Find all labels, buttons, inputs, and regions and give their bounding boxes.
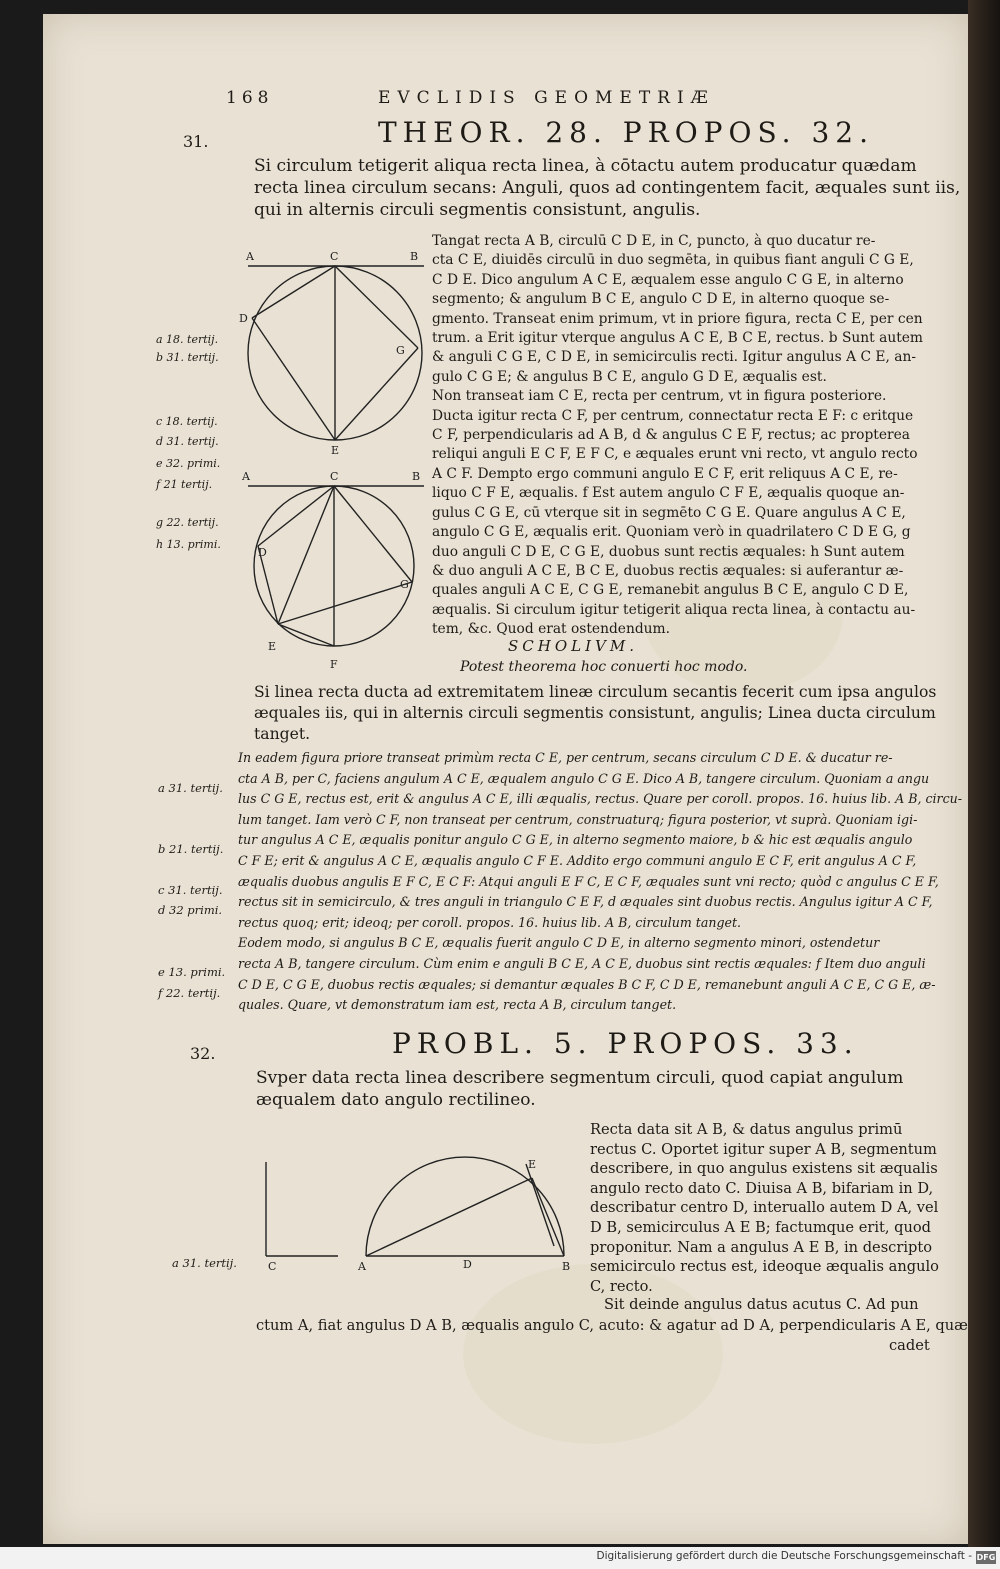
footer-text: Digitalisierung gefördert durch die Deutsche Forschungsgemeinschaft - [596, 1550, 972, 1562]
margin-note: d 32 primi. [158, 903, 223, 917]
statement-line: recta linea circulum secans: Anguli, quos ad contingentem facit, æquales sunt iis, [254, 178, 961, 198]
margin-note: a 31. tertij. [172, 1256, 237, 1270]
book-binding-edge [968, 0, 1000, 1569]
converse-line: tanget. [254, 725, 311, 743]
proof-line: angulo C G E, æqualis erit. Quoniam verò in quadrilatero C D E G, g [432, 524, 911, 541]
problem-proof-line: Recta data sit A B, & datus angulus primū [590, 1121, 903, 1138]
converse-line: Si linea recta ducta ad extremitatem lineæ circulum secantis fecerit cum ipsa angulos [254, 683, 937, 701]
margin-note: b 21. tertij. [158, 842, 224, 856]
problem-proof [590, 1120, 939, 1296]
converse-proof-line: cta A B, per C, faciens angulum A C E, æqualem angulo C G E. Dico A B, tangere circulum. Quoniam a angu [238, 770, 930, 786]
proof-line: Ducta igitur recta C F, per centrum, connectatur recta E F: c eritque [432, 407, 914, 424]
problem-proof-line: proponitur. Nam a angulus A E B, in descripto [590, 1238, 932, 1256]
problem-statement-line: æqualem dato angulo rectilineo. [256, 1090, 536, 1110]
proof-line: gulo C G E; & angulus B C E, angulo G D E, æqualis est. [432, 368, 827, 385]
converse-proof [238, 748, 962, 1016]
figure-tangent-not-through-center [238, 464, 433, 672]
margin-note: b 31. tertij. [156, 351, 219, 364]
chord-eb [532, 1178, 564, 1256]
margin-note: c 18. tertij. [156, 415, 218, 428]
statement-line: qui in alternis circuli segmentis consistunt, angulis. [254, 200, 701, 220]
fig-label: A [242, 470, 250, 483]
proof-line: C F, perpendicularis ad A B, d & angulus C E F, rectus; ac propterea [432, 427, 910, 444]
problem-proof-line: angulo recto dato C. Diuisa A B, bifariam in D, [590, 1179, 934, 1197]
catchword: cadet [889, 1337, 930, 1354]
chord-ge [335, 348, 418, 440]
theorem-proof [432, 232, 923, 640]
margin-note: a 18. tertij. [156, 333, 219, 346]
chord-cg [335, 266, 418, 348]
problem-line: Sit deinde angulus datus acutus C. Ad pun [604, 1296, 919, 1313]
chord-de [252, 318, 335, 440]
fig-label: E [528, 1158, 537, 1171]
semicircle-aeb [366, 1157, 564, 1256]
proof-line: duo anguli C D E, C G E, duobus sunt rectis æquales: h Sunt autem [432, 543, 905, 560]
proof-line: & duo anguli A C E, B C E, duobus rectis æquales: si auferantur æ- [432, 562, 904, 579]
problem-proof-line: describere, in quo angulus existens sit æqualis [590, 1160, 938, 1178]
scholium-heading: SCHOLIVM. [508, 637, 638, 655]
fig-label: A [246, 250, 254, 263]
fig-label: F [330, 658, 338, 671]
converse-proof-line: C F E; erit & angulus A C E, æqualis angulo C F E. Addito ergo communi angulo E C F, erit angulus A C F, [238, 852, 917, 868]
converse-proof-line: recta A B, tangere circulum. Cùm enim e anguli B C E, A C E, duobus sint rectis æquales: f Item duo anguli [238, 955, 926, 971]
converse-line: æquales iis, qui in alternis circuli segmentis consistunt, angulis; Linea ducta circulum [254, 704, 936, 722]
page-number: 168 [226, 88, 274, 108]
proof-line: gulus C G E, cū vterque sit in segmēto C G E. Quare angulus A C E, [432, 504, 906, 521]
margin-note: e 32. primi. [156, 457, 221, 470]
chord-cg [334, 486, 412, 582]
proof-line: C D E. Dico angulum A C E, æqualem esse angulo C G E, in alterno [432, 271, 904, 288]
problem-proof-line: describatur centro D, interuallo autem D A, vel [590, 1199, 939, 1217]
fig-label: D [258, 546, 267, 559]
converse-statement [254, 682, 936, 745]
theorem-heading: THEOR. 28. PROPOS. 32. [378, 116, 874, 149]
chord-ef [278, 624, 334, 646]
fig-label: E [268, 640, 277, 653]
figure-tangent-through-center [238, 246, 433, 461]
margin-note: f 22. tertij. [158, 986, 221, 1000]
problem-proof-line: D B, semicirculus A E B; factumque erit, quod [590, 1218, 931, 1236]
problem-heading: PROBL. 5. PROPOS. 33. [392, 1027, 859, 1060]
proof-line: reliqui anguli E C F, E F C, e æquales erunt vni recto, vt angulo recto [432, 446, 918, 463]
problem-line: ctum A, fiat angulus D A B, æqualis angulo C, acuto: & agatur ad D A, perpendicularis A E, quæ [256, 1317, 968, 1334]
problem-statement-line: Svper data recta linea describere segmentum circuli, quod capiat angulum [256, 1068, 904, 1088]
problem-proof-line: semicirculo rectus est, ideoque æqualis angulo [590, 1258, 939, 1276]
proof-line: quales anguli A C E, C G E, remanebit angulus B C E, angulo C D E, [432, 582, 909, 599]
margin-note: h 13. primi. [156, 538, 221, 551]
fig-label: C [330, 250, 339, 263]
converse-proof-line: tur angulus A C E, æqualis ponitur angulo C G E, in alterno segmento maiore, b & hic est æqualis angulo [238, 832, 913, 848]
theorem-statement [254, 155, 960, 221]
statement-line: Si circulum tetigerit aliqua recta linea, à cōtactu autem producatur quædam [254, 156, 917, 176]
proof-line: Non transeat iam C E, recta per centrum, vt in figura posteriore. [432, 388, 887, 405]
converse-proof-line: quales. Quare, vt demonstratum iam est, recta A B, circulum tanget. [238, 997, 677, 1013]
margin-note: e 13. primi. [158, 965, 226, 979]
figure-semicircle-segment [258, 1148, 588, 1274]
problem-proof-line: rectus C. Oportet igitur super A B, segmentum [590, 1140, 937, 1158]
converse-proof-line: lum tanget. Iam verò C F, non transeat per centrum, construaturq; figura posterior, vt suprà. Quoniam igi- [238, 811, 918, 827]
margin-note: g 22. tertij. [156, 516, 219, 529]
converse-proof-line: rectus sit in semicirculo, & tres anguli in triangulo C E F, d æquales sint duobus rectis. Angulus igitur A C F, [238, 894, 933, 910]
converse-proof-line: Eodem modo, si angulus B C E, æqualis fuerit angulo C D E, in alterno segmento minori, ostendetur [238, 935, 880, 951]
footer-bar [0, 1547, 1000, 1569]
proof-line: tem, &c. Quod erat ostendendum. [432, 621, 671, 638]
margin-note: d 31. tertij. [156, 435, 219, 448]
proof-line: segmento; & angulum B C E, angulo C D E, in alterno quoque se- [432, 291, 890, 308]
proof-line: Tangat recta A B, circulū C D E, in C, puncto, à quo ducatur re- [432, 233, 876, 249]
fig-label: G [396, 344, 405, 357]
problem-margin-number: 32. [190, 1044, 216, 1063]
chord-ce [278, 486, 334, 624]
fig-label: C [330, 470, 339, 483]
fig-label: C [268, 1260, 277, 1273]
chord-cd [252, 266, 335, 318]
proof-line: liquo C F E, æqualis. f Est autem angulo C F E, æqualis quoque an- [432, 485, 905, 502]
proof-line: trum. a Erit igitur vterque angulus A C E, B C E, rectus. b Sunt autem [432, 330, 924, 347]
margin-note: c 31. tertij. [158, 883, 223, 897]
fig-label: B [562, 1260, 571, 1273]
theorem-margin-number: 31. [183, 132, 209, 151]
fig-label: D [239, 312, 248, 325]
fig-label: A [358, 1260, 366, 1273]
problem-statement [256, 1067, 903, 1111]
converse-proof-line: lus C G E, rectus est, erit & angulus A C E, illi æqualis, rectus. Quare per coroll. propos. 16. huius lib. A B, circu- [238, 791, 962, 807]
proof-line: A C F. Dempto ergo communi angulo E C F, erit reliquus A C E, re- [432, 465, 898, 482]
problem-proof-line: C, recto. [590, 1277, 653, 1295]
proof-line: gmento. Transeat enim primum, vt in priore figura, recta C E, per cen [432, 310, 923, 327]
dfg-logo: DFG [976, 1553, 996, 1562]
fig-label: B [412, 470, 421, 483]
margin-note: f 21 tertij. [156, 478, 213, 491]
proof-line: æqualis. Si circulum igitur tetigerit aliqua recta linea, à contactu au- [432, 601, 916, 618]
converse-proof-line: rectus quoq; erit; ideoq; per coroll. propos. 16. huius lib. A B, circulum tanget. [238, 914, 742, 930]
proof-line: cta C E, diuidēs circulū in duo segmēta, in quibus fiant anguli C G E, [432, 252, 914, 269]
converse-proof-line: C D E, C G E, duobus rectis æquales; si demantur æquales B C F, C D E, remanebunt anguli A C E, C G E, æ- [238, 976, 936, 992]
converse-proof-line: æqualis duobus angulis E F C, E C F: Atqui anguli E F C, E C F, æquales sunt vni recto; quòd c angulus C E F, [238, 873, 939, 889]
fig-label: E [331, 444, 340, 457]
proof-line: & anguli C G E, C D E, in semicirculis recti. Igitur angulus A C E, an- [432, 349, 917, 366]
margin-note: a 31. tertij. [158, 781, 223, 795]
fig-label: G [400, 578, 409, 591]
converse-proof-line: In eadem figura priore transeat primùm recta C E, per centrum, secans circulum C D E. & ducatur re- [238, 750, 893, 765]
running-title: EVCLIDIS GEOMETRIÆ [378, 88, 715, 108]
scholium-intro: Potest theorema hoc conuerti hoc modo. [460, 659, 748, 675]
fig-label: D [463, 1258, 472, 1271]
fig-label: B [410, 250, 419, 263]
chord-ge [278, 582, 412, 624]
